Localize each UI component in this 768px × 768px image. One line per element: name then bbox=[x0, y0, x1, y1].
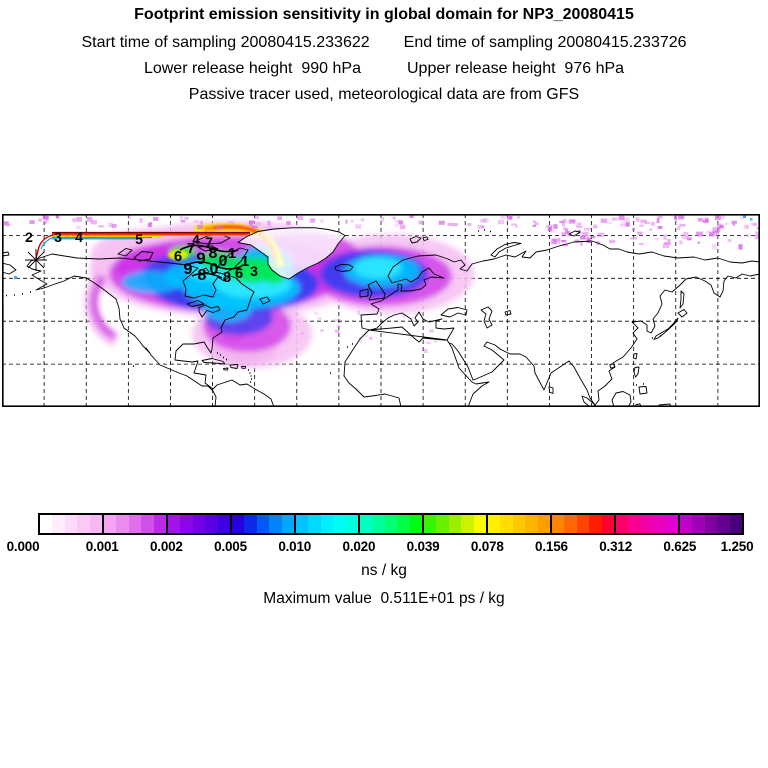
plume-speckle bbox=[593, 224, 596, 226]
plume-speckle bbox=[696, 232, 703, 237]
plume-speckle bbox=[361, 218, 364, 221]
colorbar-tick-label: 1.250 bbox=[720, 539, 754, 554]
plume-speckle bbox=[553, 224, 557, 229]
colorbar-cell bbox=[705, 515, 717, 533]
plume-speckle bbox=[447, 223, 452, 226]
trajectory-cluster-digit: 1 bbox=[227, 245, 237, 262]
plume-speckle bbox=[625, 222, 629, 226]
plume-speckle bbox=[451, 223, 457, 226]
plume-speckle bbox=[511, 223, 517, 225]
plume-speckle bbox=[576, 225, 579, 228]
plume-speckle bbox=[400, 225, 406, 230]
plume-speckle bbox=[277, 216, 282, 220]
plume-speckle bbox=[607, 222, 612, 224]
trajectory-cluster-digit: 0 bbox=[209, 261, 219, 278]
plume-speckle bbox=[318, 317, 322, 319]
plume-speckle bbox=[645, 222, 650, 224]
plume-speckle bbox=[108, 223, 112, 227]
plume-speckle bbox=[72, 218, 76, 222]
plume-speckle bbox=[559, 221, 564, 223]
plume-speckle bbox=[14, 276, 17, 279]
plume-speckle bbox=[578, 223, 581, 226]
plume-speckle bbox=[153, 217, 158, 221]
plume-speckle bbox=[651, 222, 655, 226]
colorbar-units-label: ns / kg bbox=[361, 562, 407, 579]
plume-speckle bbox=[478, 225, 484, 228]
plume-speckle bbox=[500, 215, 506, 219]
plume-speckle bbox=[703, 220, 709, 223]
plume-speckle bbox=[722, 216, 725, 220]
colorbar-cell bbox=[474, 515, 486, 533]
start-time-label: Start time of sampling 20080415.233622 bbox=[81, 34, 370, 51]
colorbar-tick-label: 0.078 bbox=[470, 539, 504, 554]
colorbar-cell bbox=[538, 515, 550, 533]
plume-speckle bbox=[517, 216, 520, 218]
colorbar-cell bbox=[653, 515, 665, 533]
colorbar-cell bbox=[513, 515, 525, 533]
colorbar-cell bbox=[564, 515, 576, 533]
plume-speckle bbox=[601, 219, 607, 224]
trajectory-day-label: 3 bbox=[54, 229, 62, 245]
plume-speckle bbox=[732, 221, 737, 224]
trajectory-cluster-digit: 9 bbox=[196, 249, 206, 268]
colorbar-cell bbox=[180, 515, 192, 533]
max-value-label: Maximum value 0.511E+01 ps / kg bbox=[263, 590, 505, 607]
plume-speckle bbox=[649, 229, 652, 231]
release-heights-line bbox=[0, 60, 768, 78]
colorbar-cell bbox=[244, 515, 256, 533]
plume-speckle bbox=[419, 221, 424, 225]
plume-speckle bbox=[297, 216, 303, 220]
colorbar-cell bbox=[333, 515, 345, 533]
plume-speckle bbox=[532, 225, 536, 227]
plume-speckle bbox=[515, 226, 518, 228]
colorbar-cell bbox=[193, 515, 205, 533]
colorbar-segment bbox=[40, 515, 104, 533]
plume-speckle bbox=[720, 225, 724, 228]
plume-speckle bbox=[320, 330, 324, 332]
plume-speckle bbox=[395, 224, 399, 227]
colorbar-cell bbox=[346, 515, 358, 533]
colorbar-cell bbox=[321, 515, 333, 533]
plume-speckle bbox=[467, 223, 471, 226]
plume-speckle bbox=[200, 221, 203, 225]
plume-speckle bbox=[533, 221, 536, 223]
plume-speckle bbox=[429, 329, 433, 332]
colorbar-tick-label: 0.000 bbox=[6, 539, 40, 554]
plume-speckle bbox=[620, 224, 626, 226]
colorbar-cell bbox=[65, 515, 77, 533]
tracer-info-line: Passive tracer used, meteorological data are from GFS bbox=[188, 86, 580, 103]
colorbar-cell bbox=[424, 515, 436, 533]
colorbar-segment bbox=[488, 515, 552, 533]
plume-speckle bbox=[197, 225, 203, 229]
colorbar-cell bbox=[449, 515, 461, 533]
colorbar-cell bbox=[282, 515, 294, 533]
colorbar-tick-label: 0.010 bbox=[278, 539, 312, 554]
plume-speckle bbox=[591, 236, 596, 238]
trajectory-cluster-digit: 3 bbox=[250, 263, 258, 279]
lower-release-label: Lower release height 990 hPa bbox=[143, 60, 361, 77]
trajectory-cluster-digit: 9 bbox=[183, 261, 193, 278]
plume-speckle bbox=[609, 240, 615, 243]
colorbar-cell bbox=[52, 515, 64, 533]
plume-speckle bbox=[91, 220, 97, 224]
colorbar-segment bbox=[168, 515, 232, 533]
colorbar-cell bbox=[360, 515, 372, 533]
plume-speckle bbox=[267, 221, 270, 225]
colorbar-tick-label: 0.020 bbox=[342, 539, 376, 554]
plume-speckle bbox=[698, 218, 703, 222]
trajectory-cluster-digit: 0 bbox=[218, 253, 228, 270]
colorbar-segment bbox=[424, 515, 488, 533]
plume-speckle bbox=[351, 220, 354, 223]
plume-speckle bbox=[268, 225, 272, 229]
plume-speckle bbox=[313, 218, 316, 221]
plume-speckle bbox=[658, 226, 663, 229]
plume-speckle bbox=[636, 217, 640, 222]
trajectory-cluster-digit: 8 bbox=[197, 267, 207, 284]
plume-speckle bbox=[667, 242, 671, 245]
plume-speckle bbox=[639, 243, 644, 245]
colorbar-tick-label: 0.625 bbox=[663, 539, 697, 554]
colorbar-segment bbox=[680, 515, 742, 533]
colorbar-cell bbox=[296, 515, 308, 533]
colorbar-tick-label: 0.001 bbox=[85, 539, 119, 554]
release-point-marker bbox=[25, 249, 47, 271]
plume-speckle bbox=[140, 218, 143, 223]
colorbar-cell bbox=[730, 515, 742, 533]
plume-speckle bbox=[434, 341, 438, 343]
plume-speckle bbox=[550, 230, 557, 232]
plume-speckle bbox=[612, 218, 618, 221]
plume-speckle bbox=[314, 312, 317, 315]
plume-speckle bbox=[184, 217, 188, 220]
plume-speckle bbox=[725, 222, 729, 225]
colorbar-cell bbox=[116, 515, 128, 533]
colorbar-segment bbox=[296, 515, 360, 533]
colorbar-cell bbox=[141, 515, 153, 533]
colorbar-cell bbox=[154, 515, 166, 533]
page-title: Footprint emission sensitivity in global domain for NP3_20080415 bbox=[134, 6, 634, 23]
colorbar bbox=[38, 513, 744, 535]
plume-speckle bbox=[682, 235, 688, 240]
colorbar-cell bbox=[257, 515, 269, 533]
plume-speckle bbox=[732, 223, 735, 225]
plume-speckle bbox=[29, 220, 34, 224]
plume-speckle bbox=[393, 217, 396, 220]
plume-speckle bbox=[565, 228, 568, 233]
colorbar-cell bbox=[616, 515, 628, 533]
plume-speckle bbox=[678, 215, 684, 219]
colorbar-segment bbox=[104, 515, 168, 533]
colorbar-cell bbox=[628, 515, 640, 533]
plume-speckle bbox=[6, 224, 11, 227]
trajectory-cluster-digit: 7 bbox=[205, 234, 213, 250]
colorbar-cell bbox=[168, 515, 180, 533]
plume-speckle bbox=[712, 244, 718, 249]
plume-speckle bbox=[587, 238, 591, 243]
plume-speckle bbox=[44, 222, 47, 224]
plume-speckle bbox=[128, 215, 131, 219]
colorbar-cell bbox=[500, 515, 512, 533]
plume-speckle bbox=[335, 330, 339, 333]
colorbar-cell bbox=[692, 515, 704, 533]
plume-speckle bbox=[584, 228, 591, 231]
plume-speckle bbox=[697, 241, 700, 243]
plume-speckle bbox=[632, 228, 635, 230]
plume-speckle bbox=[77, 217, 82, 222]
plume-speckle bbox=[38, 218, 42, 221]
plume-speckle bbox=[98, 225, 104, 227]
colorbar-cell bbox=[589, 515, 601, 533]
plume-speckle bbox=[509, 216, 513, 219]
trajectory-day-label: 5 bbox=[135, 231, 143, 247]
world-map-plot bbox=[2, 214, 760, 407]
plume-speckle bbox=[381, 217, 384, 222]
colorbar-segment bbox=[232, 515, 296, 533]
colorbar-tick-label: 0.039 bbox=[406, 539, 440, 554]
colorbar-tick-label: 0.002 bbox=[149, 539, 183, 554]
trajectory-cluster-digit: 6 bbox=[173, 248, 183, 265]
plume-speckle bbox=[43, 216, 49, 220]
map-svg bbox=[2, 214, 760, 407]
colorbar-cell bbox=[577, 515, 589, 533]
plume-speckle bbox=[286, 221, 290, 225]
colorbar-cell bbox=[205, 515, 217, 533]
plume-speckle bbox=[426, 342, 431, 344]
colorbar-cell bbox=[717, 515, 729, 533]
plume-speckle bbox=[336, 324, 340, 328]
plume-speckle bbox=[674, 216, 677, 220]
plume-speckle bbox=[679, 241, 682, 245]
colorbar-cell bbox=[397, 515, 409, 533]
colorbar-cell bbox=[641, 515, 653, 533]
plume-speckle bbox=[398, 220, 403, 224]
trajectory-cluster-digit: 1 bbox=[240, 253, 250, 270]
plume-speckle bbox=[423, 349, 427, 353]
colorbar-tick-label: 0.156 bbox=[535, 539, 568, 554]
colorbar-tick-label: 0.005 bbox=[214, 539, 247, 554]
plume-speckle bbox=[498, 220, 504, 224]
plume-speckle bbox=[745, 234, 750, 237]
colorbar-cell bbox=[129, 515, 141, 533]
trajectory-day-label: 4 bbox=[75, 229, 83, 245]
plume-speckle bbox=[744, 225, 748, 229]
plume-speckle bbox=[301, 332, 304, 334]
plume-speckle bbox=[679, 224, 685, 227]
plume-speckle bbox=[750, 218, 753, 221]
plume-speckle bbox=[580, 241, 583, 245]
plume-speckle bbox=[715, 215, 721, 220]
plume-speckle bbox=[249, 221, 255, 224]
plume-speckle bbox=[619, 216, 625, 221]
plume-speckle bbox=[728, 239, 732, 242]
plume-speckle bbox=[252, 225, 258, 228]
plume-speckle bbox=[706, 230, 711, 234]
colorbar-cell bbox=[308, 515, 320, 533]
colorbar-cell bbox=[385, 515, 397, 533]
plume-speckle bbox=[256, 222, 261, 225]
plume-speckle bbox=[357, 311, 360, 315]
plume-speckle bbox=[637, 232, 642, 235]
plume-speckle bbox=[580, 236, 586, 240]
upper-release-label: Upper release height 976 hPa bbox=[407, 60, 625, 77]
plume-speckle bbox=[56, 215, 59, 218]
colorbar-cell bbox=[410, 515, 422, 533]
plume-speckle bbox=[630, 237, 637, 240]
colorbar-segment bbox=[552, 515, 616, 533]
plume-speckle bbox=[255, 216, 259, 218]
colorbar-cell bbox=[461, 515, 473, 533]
plume-speckle bbox=[569, 219, 575, 224]
plume-speckle bbox=[216, 225, 222, 229]
plume-speckle bbox=[333, 319, 338, 322]
trajectory-cluster-digit: 6 bbox=[234, 265, 244, 282]
trajectory-cluster-digit: 8 bbox=[222, 269, 232, 286]
plume-speckle bbox=[369, 337, 372, 340]
trajectory-cluster-digit: 7 bbox=[186, 240, 196, 257]
colorbar-segment bbox=[616, 515, 680, 533]
colorbar-tick-label: 0.312 bbox=[599, 539, 633, 554]
plume-speckle bbox=[193, 220, 199, 222]
plume-speckle bbox=[439, 221, 445, 225]
plume-speckle bbox=[480, 219, 486, 223]
colorbar-cell bbox=[525, 515, 537, 533]
plume-speckle bbox=[639, 224, 643, 227]
colorbar-cell bbox=[436, 515, 448, 533]
end-time-label: End time of sampling 20080415.233726 bbox=[403, 34, 687, 51]
colorbar-cell bbox=[666, 515, 678, 533]
plume-speckle bbox=[409, 215, 413, 218]
sampling-times-line bbox=[0, 34, 768, 52]
plume-speckle bbox=[621, 222, 625, 224]
colorbar-cell bbox=[552, 515, 564, 533]
plume-speckle bbox=[228, 221, 234, 224]
colorbar-cell bbox=[90, 515, 102, 533]
plume-speckle bbox=[355, 224, 361, 228]
colorbar-cell bbox=[218, 515, 230, 533]
colorbar-cell bbox=[269, 515, 281, 533]
colorbar-cell bbox=[372, 515, 384, 533]
colorbar-cell bbox=[77, 515, 89, 533]
plume-speckle bbox=[624, 217, 630, 222]
plume-speckle bbox=[557, 238, 561, 241]
plume-speckle bbox=[738, 244, 742, 249]
colorbar-cell bbox=[104, 515, 116, 533]
trajectory-cluster-digit: 8 bbox=[208, 245, 218, 262]
plume-speckle bbox=[657, 216, 662, 219]
plume-speckle bbox=[148, 223, 152, 227]
colorbar-cell bbox=[488, 515, 500, 533]
plume-speckle bbox=[664, 242, 667, 244]
plume-speckle bbox=[663, 234, 666, 239]
plume-speckle bbox=[320, 219, 324, 223]
plume-speckle bbox=[751, 223, 757, 226]
plume-speckle bbox=[655, 238, 659, 240]
trajectory-day-label: 2 bbox=[25, 229, 33, 245]
plume-speckle bbox=[598, 233, 605, 237]
plume-speckle bbox=[561, 240, 566, 242]
plume-speckle bbox=[657, 218, 660, 223]
colorbar-cell bbox=[680, 515, 692, 533]
plume-speckle bbox=[345, 220, 348, 224]
plume-speckle bbox=[180, 216, 183, 221]
colorbar-cell bbox=[40, 515, 52, 533]
trajectory-cluster-digit: 4 bbox=[192, 232, 200, 247]
plume-speckle bbox=[713, 231, 718, 234]
colorbar-cell bbox=[602, 515, 614, 533]
colorbar-segment bbox=[360, 515, 424, 533]
colorbar-cell bbox=[232, 515, 244, 533]
